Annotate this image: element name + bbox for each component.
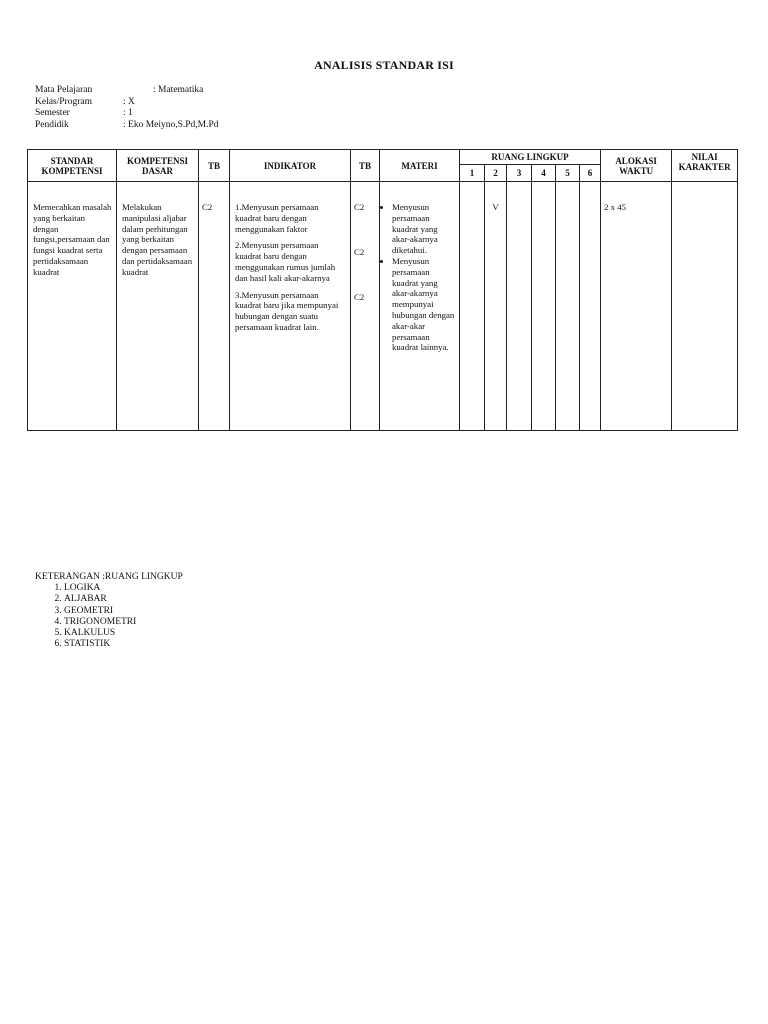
header-ruang-lingkup: RUANG LINGKUP — [460, 150, 601, 165]
meta-row-class — [35, 97, 219, 109]
document-meta — [35, 85, 219, 131]
meta-label: Kelas/Program — [35, 96, 92, 107]
ruang-cell-3 — [507, 182, 532, 431]
kompetensi-text: Melakukan manipulasi aljabar dalam perhitungan yang berkaitan dengan persamaan dan pertidaksamaan kuadrat — [122, 202, 193, 277]
list-item: 5. KALKULUS — [64, 628, 183, 639]
cell-tb — [199, 182, 230, 431]
ruang-col-1: 1 — [460, 165, 485, 182]
meta-row-semester — [35, 108, 219, 120]
list-item: 3. GEOMETRI — [64, 606, 183, 617]
keterangan-list — [35, 583, 183, 650]
cell-standar — [28, 182, 117, 431]
indikator-item: 2.Menyusun persamaan kuadrat baru dengan menggunakan rumus jumlah dan hasil kali akar-akarnya — [235, 240, 336, 283]
ruang-cell-1 — [460, 182, 485, 431]
table-row — [28, 182, 738, 431]
indikator-list — [230, 182, 350, 333]
meta-value: : Matematika — [153, 85, 204, 95]
ruang-cell-6 — [580, 182, 601, 431]
tb-value: C2 — [354, 291, 365, 302]
meta-row-teacher — [35, 120, 219, 132]
ruang-col-4: 4 — [532, 165, 556, 182]
ruang-mark: V — [492, 202, 499, 212]
header-row — [28, 150, 738, 165]
tb-value: C2 — [354, 246, 365, 257]
ruang-cell-5 — [556, 182, 580, 431]
meta-value: : Eko Meiyno,S.Pd,M.Pd — [123, 119, 219, 130]
materi-item: • Menyusun persamaan kuadrat yang akar-akarnya mempunyai hubungan dengan akar-akar persamaan kuadrat lainnya. — [392, 256, 456, 353]
list-item: 6. STATISTIK — [64, 639, 183, 650]
cell-alokasi — [601, 182, 672, 431]
ruang-col-3: 3 — [507, 165, 532, 182]
cell-materi — [380, 182, 460, 431]
ruang-col-5: 5 — [556, 165, 580, 182]
document-title: ANALISIS STANDAR ISI — [314, 58, 454, 72]
indikator-item: 1.Menyusun persamaan kuadrat baru dengan menggunakan faktor — [235, 202, 319, 234]
meta-value: : 1 — [123, 108, 133, 118]
ruang-cell-4 — [532, 182, 556, 431]
meta-label: Pendidik — [35, 119, 69, 130]
materi-item: • Menyusun persamaan kuadrat yang akar-akarnya diketahui. — [392, 202, 456, 256]
ruang-col-2: 2 — [485, 165, 507, 182]
meta-label: Semester — [35, 108, 70, 118]
ruang-cell-2 — [485, 182, 507, 431]
list-item: 1. LOGIKA — [64, 583, 183, 594]
keterangan-title: KETERANGAN :RUANG LINGKUP — [35, 572, 183, 582]
materi-list — [380, 182, 459, 353]
header-standar: STANDAR KOMPETENSI — [28, 150, 117, 182]
cell-indikator — [230, 182, 351, 431]
header-kompetensi: KOMPETENSI DASAR — [117, 150, 199, 182]
header-alokasi: ALOKASI WAKTU — [601, 150, 672, 182]
meta-label: Mata Pelajaran — [35, 85, 93, 95]
header-indikator: INDIKATOR — [230, 150, 351, 182]
header-nilai: NILAI KARAKTER — [672, 150, 738, 182]
keterangan — [35, 572, 183, 650]
ruang-col-6: 6 — [580, 165, 601, 182]
tb-value: C2 — [202, 202, 213, 212]
header-tb: TB — [351, 150, 380, 182]
meta-value: : X — [123, 96, 135, 107]
cell-tb — [351, 182, 380, 431]
analysis-table — [27, 149, 738, 431]
nilai-value — [672, 182, 737, 202]
list-item: 2. ALJABAR — [64, 594, 183, 605]
cell-nilai — [672, 182, 738, 431]
tb-list — [351, 182, 379, 302]
list-item: 4. TRIGONOMETRI — [64, 617, 183, 628]
tb-value: C2 — [354, 202, 365, 212]
header-tb: TB — [199, 150, 230, 182]
standar-text: Memecahkan masalah yang berkaitan dengan fungsi,persamaan dan fungsi kuadrat serta pertidaksamaan kuadrat — [33, 202, 112, 277]
alokasi-value: 2 x 45 — [604, 202, 627, 212]
cell-kompetensi — [117, 182, 199, 431]
meta-row-subject — [35, 85, 219, 97]
header-materi: MATERI — [380, 150, 460, 182]
indikator-item: 3.Menyusun persamaan kuadrat baru jika mempunyai hubungan dengan suatu persamaan kuadrat lain. — [235, 289, 339, 332]
